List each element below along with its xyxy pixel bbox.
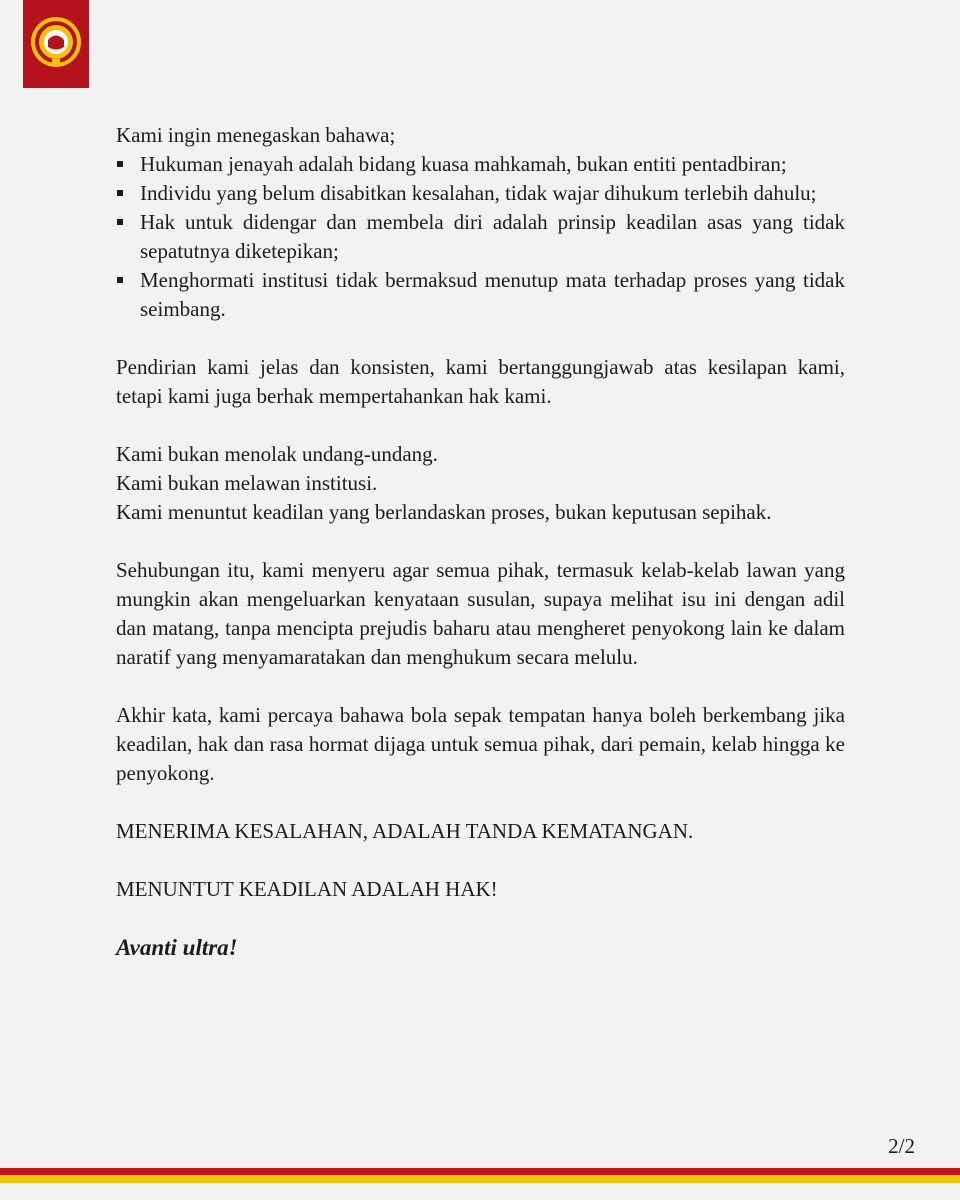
footer-stripe-red (0, 1168, 960, 1175)
signoff: Avanti ultra! (116, 935, 238, 960)
stance-paragraph: Pendirian kami jelas dan konsisten, kami bertanggungjawab atas kesilapan kami, tetapi kami juga berhak mempertahankan hak kami. (116, 355, 845, 408)
appeal-paragraph: Sehubungan itu, kami menyeru agar semua pihak, termasuk kelab-kelab lawan yang mungkin akan mengeluarkan kenyataan susulan, supaya melihat isu ini dengan adil dan matang, tanpa mencipta prejudis baharu atau mengheret penyokong lain ke dalam naratif yang menyamaratakan dan menghukum secara melulu. (116, 558, 845, 669)
assertion-list (116, 150, 845, 324)
list-item: Menghormati institusi tidak bermaksud menutup mata terhadap proses yang tidak seimbang. (116, 266, 845, 324)
statement-line: Kami bukan menolak undang-undang. (116, 442, 438, 466)
list-item: Individu yang belum disabitkan kesalahan, tidak wajar dihukum terlebih dahulu; (116, 179, 845, 208)
list-item: Hak untuk didengar dan membela diri adalah prinsip keadilan asas yang tidak sepatutnya diketepikan; (116, 208, 845, 266)
statement-line: Kami bukan melawan institusi. (116, 471, 378, 495)
list-item: Hukuman jenayah adalah bidang kuasa mahkamah, bukan entiti pentadbiran; (116, 150, 845, 179)
closing-paragraph: Akhir kata, kami percaya bahawa bola sepak tempatan hanya boleh berkembang jika keadilan, hak dan rasa hormat dijaga untuk semua pihak, dari pemain, kelab hingga ke penyokong. (116, 703, 845, 785)
slogan-heading: MENERIMA KESALAHAN, ADALAH TANDA KEMATANGAN. (116, 819, 694, 843)
slogan-heading: MENUNTUT KEADILAN ADALAH HAK! (116, 877, 498, 901)
page-number: 2/2 (888, 1134, 915, 1158)
statement-body (116, 121, 845, 962)
club-crest-icon (28, 14, 84, 70)
intro-line: Kami ingin menegaskan bahawa; (116, 123, 396, 147)
statement-line: Kami menuntut keadilan yang berlandaskan proses, bukan keputusan sepihak. (116, 500, 772, 524)
footer-stripe-yellow (0, 1175, 960, 1183)
logo-badge (23, 0, 89, 88)
